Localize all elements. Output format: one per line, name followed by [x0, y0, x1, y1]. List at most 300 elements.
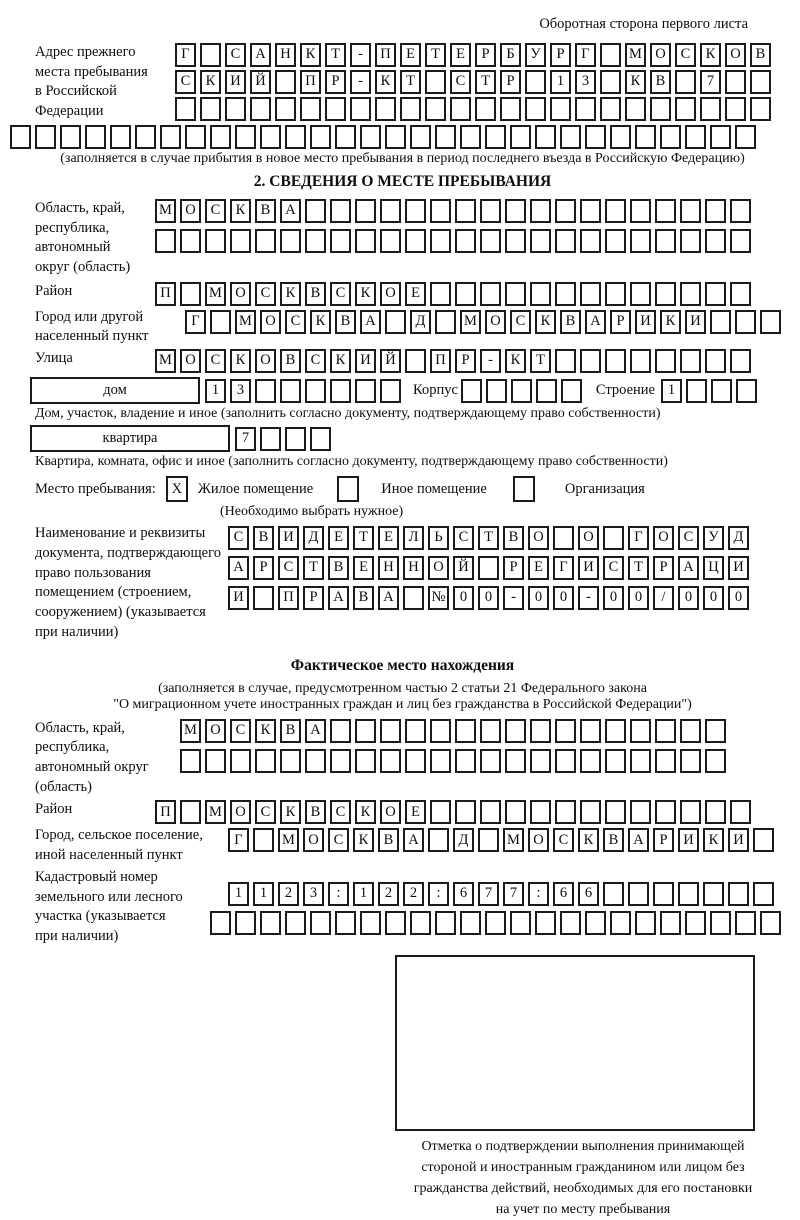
char-box [580, 800, 601, 824]
korpus-cells [461, 379, 586, 403]
char-box [685, 125, 706, 149]
char-box: К [375, 70, 396, 94]
char-box [505, 229, 526, 253]
char-box: Е [405, 800, 426, 824]
char-box: Т [303, 556, 324, 580]
char-box [605, 800, 626, 824]
char-box: Й [380, 349, 401, 373]
char-box [10, 125, 31, 149]
char-box [555, 719, 576, 743]
char-box [635, 125, 656, 149]
char-box [455, 199, 476, 223]
char-box [405, 229, 426, 253]
char-box [480, 199, 501, 223]
char-box: Е [450, 43, 471, 67]
char-box [680, 282, 701, 306]
char-box [330, 229, 351, 253]
char-box: М [205, 800, 226, 824]
char-box: Д [453, 828, 474, 852]
char-box [305, 379, 326, 403]
char-box [630, 229, 651, 253]
char-box [680, 749, 701, 773]
char-box [680, 349, 701, 373]
checkbox-org [513, 476, 535, 502]
stroenie-label: Строение [595, 382, 655, 399]
char-box: П [278, 586, 299, 610]
char-box [180, 229, 201, 253]
char-box [605, 749, 626, 773]
char-box [430, 199, 451, 223]
char-box [655, 800, 676, 824]
kadastr-label [35, 868, 228, 947]
char-box [710, 125, 731, 149]
label-line: Кадастровый номер [35, 868, 158, 885]
char-box [555, 800, 576, 824]
char-box [235, 125, 256, 149]
checkbox-org-label: Организация [564, 480, 645, 497]
char-box: К [230, 349, 251, 373]
stroenie-cells [661, 379, 761, 403]
char-box [200, 43, 221, 67]
char-box: № [428, 586, 449, 610]
char-box [255, 229, 276, 253]
label-line: Город, сельское поселение, [35, 827, 203, 844]
char-box [330, 379, 351, 403]
char-box [480, 282, 501, 306]
char-box [250, 97, 271, 121]
char-box [511, 379, 532, 403]
char-box [285, 125, 306, 149]
char-box [555, 229, 576, 253]
char-box: А [585, 310, 606, 334]
char-box: О [303, 828, 324, 852]
char-box [728, 882, 749, 906]
checkbox-zhiloe-label: Жилое помещение [197, 480, 314, 497]
char-box: М [235, 310, 256, 334]
char-box: Н [275, 43, 296, 67]
char-box [480, 749, 501, 773]
label-line: (область) [35, 778, 92, 795]
char-box [555, 282, 576, 306]
char-box [485, 911, 506, 935]
label-line: гражданства действий, необходимых для его постановки [413, 1180, 753, 1196]
char-box [175, 97, 196, 121]
char-box [653, 882, 674, 906]
char-box [675, 70, 696, 94]
label-line: участка (указывается [35, 908, 166, 925]
char-box [435, 911, 456, 935]
char-box: : [528, 882, 549, 906]
fact-oblast-row-1 [180, 719, 730, 743]
char-box [678, 882, 699, 906]
oblast-row-2 [155, 229, 755, 253]
char-box: И [728, 556, 749, 580]
char-box [660, 911, 681, 935]
char-box: С [175, 70, 196, 94]
char-box [460, 911, 481, 935]
char-box: О [725, 43, 746, 67]
char-box: Р [253, 556, 274, 580]
char-box: Г [553, 556, 574, 580]
char-box [561, 379, 582, 403]
char-box [305, 229, 326, 253]
char-box [155, 229, 176, 253]
char-box [275, 97, 296, 121]
char-box [580, 199, 601, 223]
char-box [735, 911, 756, 935]
char-box [486, 379, 507, 403]
char-box: С [450, 70, 471, 94]
char-box [760, 310, 781, 334]
char-box: С [205, 349, 226, 373]
char-box [580, 229, 601, 253]
char-box [711, 379, 732, 403]
kvartira-box: квартира [30, 425, 230, 452]
char-box: 0 [453, 586, 474, 610]
label-line: автономный [35, 239, 111, 256]
char-box: В [335, 310, 356, 334]
label-line: при наличии) [35, 927, 119, 944]
fact-intro [35, 681, 770, 713]
char-box [260, 427, 281, 451]
stay-type-label: Место пребывания: [35, 480, 156, 497]
char-box: 0 [703, 586, 724, 610]
char-box: 0 [603, 586, 624, 610]
char-box: П [155, 282, 176, 306]
char-box [430, 282, 451, 306]
char-box [505, 749, 526, 773]
char-box [600, 97, 621, 121]
checkbox-inoe [337, 476, 359, 502]
char-box: Г [185, 310, 206, 334]
char-box: В [650, 70, 671, 94]
label-line: Наименование и реквизиты [35, 525, 206, 542]
char-box: К [700, 43, 721, 67]
char-box: А [378, 586, 399, 610]
char-box: Т [530, 349, 551, 373]
char-box: 7 [235, 427, 256, 451]
char-box: С [453, 526, 474, 550]
char-box: П [300, 70, 321, 94]
char-box: С [285, 310, 306, 334]
label-line: Отметка о подтверждении выполнения принимающей [421, 1138, 745, 1154]
char-box: 1 [550, 70, 571, 94]
char-box [530, 199, 551, 223]
char-box [280, 379, 301, 403]
char-box: К [625, 70, 646, 94]
char-box [730, 800, 751, 824]
char-box [705, 349, 726, 373]
char-box [310, 911, 331, 935]
char-box [680, 199, 701, 223]
char-box: А [328, 586, 349, 610]
char-box [485, 125, 506, 149]
label-line: республика, [35, 739, 110, 756]
char-box [425, 97, 446, 121]
char-box: К [230, 199, 251, 223]
label-line: Адрес прежнего [35, 44, 136, 60]
char-box [680, 800, 701, 824]
char-box [310, 125, 331, 149]
doc-row-2 [228, 556, 753, 580]
char-box [355, 719, 376, 743]
char-box: - [350, 70, 371, 94]
char-box [400, 97, 421, 121]
char-box: М [155, 349, 176, 373]
char-box: А [403, 828, 424, 852]
char-box: 2 [403, 882, 424, 906]
char-box: В [353, 586, 374, 610]
char-box: Р [610, 310, 631, 334]
char-box [735, 125, 756, 149]
char-box: И [355, 349, 376, 373]
char-box [455, 719, 476, 743]
char-box [580, 749, 601, 773]
fact-title: Фактическое место нахождения [290, 656, 515, 674]
label-line: автономный округ [35, 758, 149, 775]
char-box [730, 229, 751, 253]
char-box [405, 749, 426, 773]
char-box [110, 125, 131, 149]
char-box [355, 379, 376, 403]
char-box: Л [403, 526, 424, 550]
char-box: П [375, 43, 396, 67]
char-box: В [255, 199, 276, 223]
prev-address-row-full [10, 125, 770, 149]
char-box [530, 229, 551, 253]
char-box: И [278, 526, 299, 550]
char-box [180, 749, 201, 773]
char-box: - [480, 349, 501, 373]
char-box [405, 719, 426, 743]
mark-caption [383, 1136, 783, 1220]
char-box [350, 97, 371, 121]
char-box [650, 97, 671, 121]
char-box: К [355, 800, 376, 824]
prev-address-block [35, 43, 770, 122]
char-box: К [330, 349, 351, 373]
char-box: Н [403, 556, 424, 580]
char-box: Е [378, 526, 399, 550]
char-box [430, 800, 451, 824]
dom-caption: Дом, участок, владение и иное (заполнить согласно документу, подтверждающему право собственности) [35, 406, 661, 422]
label-line: места пребывания [35, 63, 148, 80]
char-box: К [703, 828, 724, 852]
doc-block [35, 524, 770, 642]
char-box: М [278, 828, 299, 852]
char-box: А [360, 310, 381, 334]
char-box: О [485, 310, 506, 334]
char-box: Р [653, 556, 674, 580]
char-box [600, 70, 621, 94]
fact-gorod-row [228, 828, 778, 852]
char-box [255, 379, 276, 403]
char-box [705, 719, 726, 743]
char-box: В [503, 526, 524, 550]
char-box [630, 749, 651, 773]
char-box: 0 [553, 586, 574, 610]
char-box [535, 911, 556, 935]
oblast-row-1 [155, 199, 755, 223]
char-box: С [328, 828, 349, 852]
char-box [85, 125, 106, 149]
char-box: О [428, 556, 449, 580]
char-box: С [255, 282, 276, 306]
char-box [380, 749, 401, 773]
char-box [675, 97, 696, 121]
fact-raion-label: Район [35, 801, 73, 818]
ulitsa-row [155, 349, 755, 373]
char-box: П [155, 800, 176, 824]
char-box [230, 229, 251, 253]
char-box [555, 199, 576, 223]
char-box: Й [250, 70, 271, 94]
gorod-row [185, 310, 785, 334]
char-box: И [635, 310, 656, 334]
char-box [275, 70, 296, 94]
char-box: С [230, 719, 251, 743]
char-box [385, 911, 406, 935]
char-box: О [180, 199, 201, 223]
mark-box [395, 955, 755, 1131]
char-box: В [305, 282, 326, 306]
char-box: К [300, 43, 321, 67]
char-box: 1 [661, 379, 682, 403]
char-box [455, 229, 476, 253]
char-box: 7 [478, 882, 499, 906]
char-box [700, 97, 721, 121]
fact-gorod-block [35, 826, 770, 865]
char-box [655, 749, 676, 773]
korpus-label: Корпус [413, 382, 458, 399]
char-box [355, 229, 376, 253]
char-box [428, 828, 449, 852]
char-box: К [355, 282, 376, 306]
char-box [210, 911, 231, 935]
char-box: Б [500, 43, 521, 67]
stay-type-row [35, 476, 770, 502]
gorod-label [35, 308, 185, 347]
char-box: В [328, 556, 349, 580]
char-box [635, 911, 656, 935]
char-box [480, 229, 501, 253]
fact-raion-row [155, 800, 755, 824]
char-box: А [280, 199, 301, 223]
fact-raion-block [35, 800, 770, 824]
char-box: 6 [453, 882, 474, 906]
char-box: О [380, 282, 401, 306]
label-line: населенный пункт [35, 328, 149, 345]
char-box [455, 800, 476, 824]
char-box [580, 282, 601, 306]
char-box [380, 719, 401, 743]
char-box: А [305, 719, 326, 743]
char-box [305, 199, 326, 223]
char-box [605, 282, 626, 306]
char-box: 1 [353, 882, 374, 906]
char-box: О [650, 43, 671, 67]
char-box [705, 800, 726, 824]
char-box [530, 719, 551, 743]
char-box [760, 911, 781, 935]
label-line: при наличии) [35, 623, 119, 640]
char-box [478, 556, 499, 580]
char-box: Т [478, 526, 499, 550]
char-box [655, 349, 676, 373]
label-line: (заполняется в случае, предусмотренном частью 2 статьи 21 Федерального закона [158, 680, 647, 696]
char-box: О [528, 828, 549, 852]
char-box: В [603, 828, 624, 852]
char-box [705, 282, 726, 306]
char-box: А [678, 556, 699, 580]
char-box [628, 882, 649, 906]
char-box: М [180, 719, 201, 743]
char-box: Р [653, 828, 674, 852]
char-box: С [510, 310, 531, 334]
char-box: О [653, 526, 674, 550]
fact-oblast-label [35, 719, 180, 798]
char-box [630, 199, 651, 223]
char-box [480, 800, 501, 824]
char-box [300, 97, 321, 121]
ulitsa-block [35, 349, 770, 373]
char-box [725, 97, 746, 121]
char-box: Е [405, 282, 426, 306]
char-box [160, 125, 181, 149]
char-box: К [535, 310, 556, 334]
char-box [450, 97, 471, 121]
char-box [280, 749, 301, 773]
char-box: С [678, 526, 699, 550]
char-box [430, 749, 451, 773]
char-box [205, 229, 226, 253]
char-box: Р [325, 70, 346, 94]
char-box: М [155, 199, 176, 223]
char-box: К [280, 800, 301, 824]
char-box: С [228, 526, 249, 550]
char-box: В [750, 43, 771, 67]
char-box: В [378, 828, 399, 852]
char-box [560, 911, 581, 935]
char-box [135, 125, 156, 149]
char-box [325, 97, 346, 121]
char-box: : [328, 882, 349, 906]
char-box [430, 719, 451, 743]
label-line: республика, [35, 219, 110, 236]
char-box [605, 719, 626, 743]
char-box: О [230, 282, 251, 306]
label-line: документа, подтверждающего [35, 544, 221, 561]
char-box [555, 349, 576, 373]
char-box: С [603, 556, 624, 580]
char-box [530, 749, 551, 773]
char-box [655, 199, 676, 223]
char-box [405, 349, 426, 373]
char-box [385, 125, 406, 149]
char-box: 7 [503, 882, 524, 906]
char-box [685, 911, 706, 935]
char-box [630, 800, 651, 824]
char-box [410, 911, 431, 935]
char-box [603, 882, 624, 906]
char-box [330, 749, 351, 773]
char-box [335, 911, 356, 935]
char-box: С [225, 43, 246, 67]
char-box [553, 526, 574, 550]
char-box: : [428, 882, 449, 906]
char-box [385, 310, 406, 334]
char-box [580, 349, 601, 373]
